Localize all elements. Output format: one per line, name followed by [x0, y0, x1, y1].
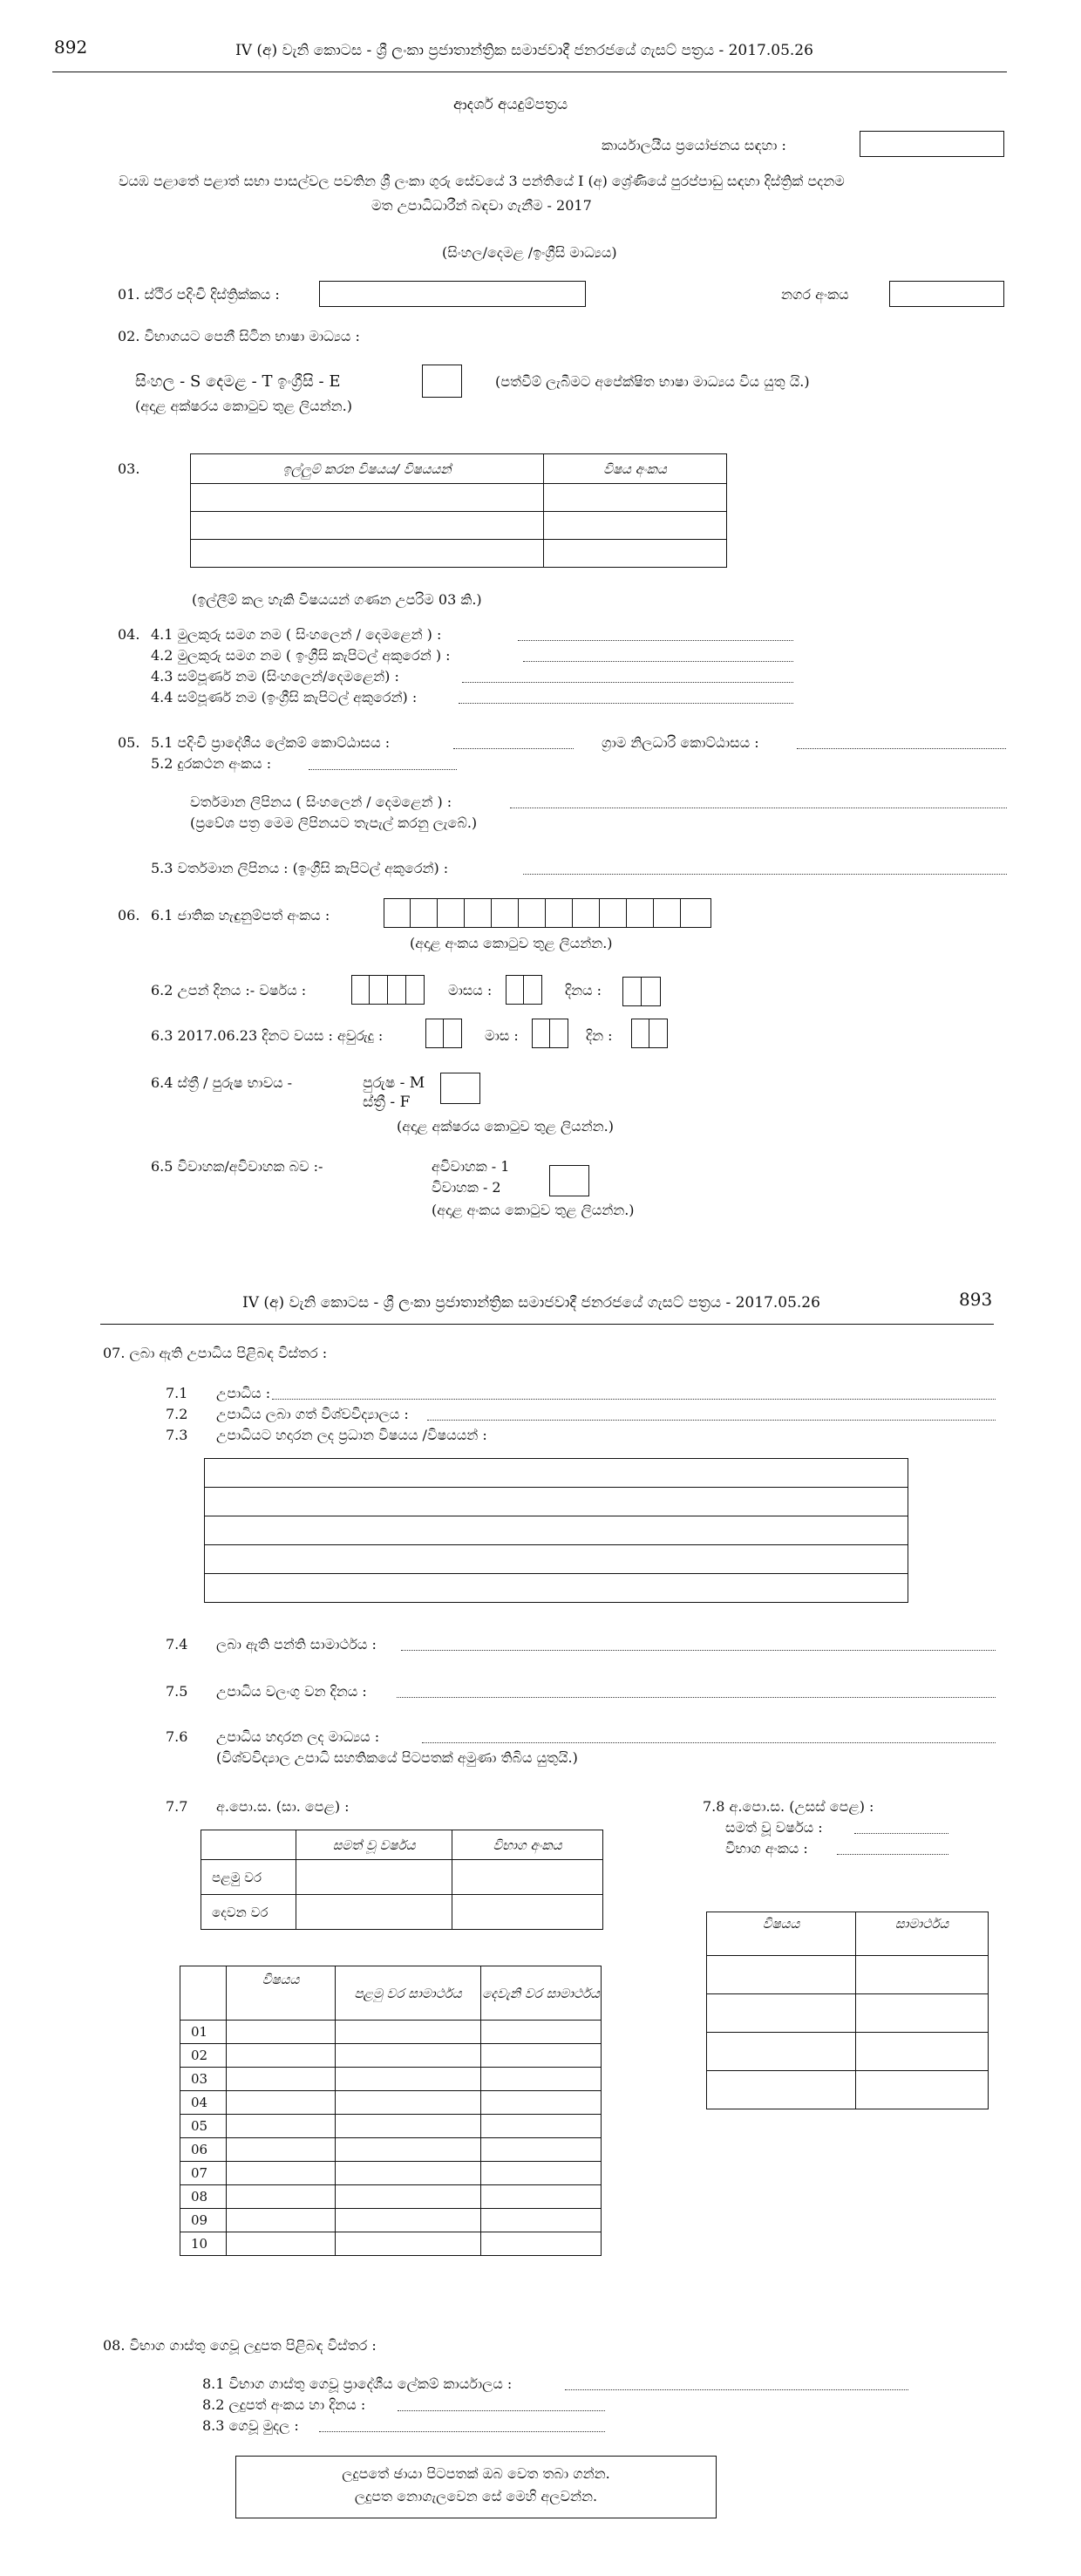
- q05-1-line[interactable]: [453, 748, 574, 749]
- q05-1b-line[interactable]: [797, 748, 1006, 749]
- q04-4-label: 4.4 සම්පූර්ණ නම (ඉංග්‍රීසි කැපිටල් අකුරෙන්) :: [151, 689, 418, 705]
- nic-number-boxes[interactable]: [384, 898, 711, 928]
- al-result-header: සාමාර්ථය: [856, 1912, 989, 1956]
- q04-1-label: 4.1 මුලකුරු සමග නම ( සිංහලෙන් / දෙමළෙන් ) :: [151, 626, 442, 643]
- page-893: [0, 1282, 1081, 2576]
- birth-day-boxes[interactable]: [622, 977, 661, 1006]
- q07-5-line[interactable]: [397, 1697, 996, 1698]
- ol-index-cell[interactable]: [452, 1895, 603, 1930]
- q04-3-line[interactable]: [462, 682, 793, 683]
- main-subject-row[interactable]: [205, 1516, 908, 1545]
- ol-second-result-cell[interactable]: [481, 2232, 602, 2256]
- main-subject-row[interactable]: [205, 1459, 908, 1488]
- q06-label: 06.: [118, 907, 140, 923]
- q04-2-line[interactable]: [523, 661, 793, 662]
- al-result-cell[interactable]: [856, 2071, 989, 2109]
- q05-1-label: 5.1 පදිංචි ප්‍රාදේශීය ලේකම් කොට්ඨාසය :: [151, 734, 391, 751]
- q06-3-month-label: මාස :: [485, 1027, 519, 1044]
- q03-note: (ඉල්ලීම් කල හැකි විෂයයන් ගණන උපරිම 03 කි.): [192, 591, 482, 608]
- q08-2-label: 8.2 ලදුපත් අංකය හා දිනය :: [202, 2396, 366, 2413]
- q07-8-index-label: විභාග අංකය :: [725, 1840, 808, 1857]
- q08-label: 08. විභාග ගාස්තු ගෙවූ ලදුපත පිළිබඳ විස්තර :: [103, 2337, 377, 2354]
- ol-second-result-cell[interactable]: [481, 2115, 602, 2138]
- row-number: 03: [180, 2068, 227, 2091]
- page-number: 892: [54, 37, 88, 58]
- ol-attempts-table: [201, 1830, 603, 1930]
- page-number: 893: [959, 1289, 993, 1310]
- q01-label: 01. ස්ථිර පදිංචි දිස්ත්‍රික්කය :: [118, 286, 280, 303]
- q06-2-day-label: දිනය :: [565, 982, 602, 998]
- language-medium-box[interactable]: [422, 365, 462, 398]
- q06-5-married: විවාහක - 2: [432, 1179, 501, 1196]
- medium-line: (සිංහල/දෙමළ /ඉංග්‍රීසි මාධ්‍යය): [442, 244, 617, 261]
- ol-second-result-cell[interactable]: [481, 2068, 602, 2091]
- q05-3-line[interactable]: [523, 874, 1007, 875]
- ol-subject-cell[interactable]: [227, 2138, 336, 2162]
- q02-label: 02. විභාගයට පෙනී සිටින භාෂා මාධ්‍යය :: [118, 328, 360, 344]
- q07-2-line[interactable]: [427, 1420, 996, 1421]
- q07-2-label: උපාධිය ලබා ගත් විශ්වවිද්‍යාලය :: [216, 1406, 409, 1422]
- age-months-boxes[interactable]: [532, 1019, 568, 1048]
- marital-status-box[interactable]: [549, 1165, 589, 1196]
- ol-first-result-cell[interactable]: [336, 2209, 481, 2232]
- q07-1-line[interactable]: [272, 1399, 996, 1400]
- subject-no-cell[interactable]: [544, 540, 727, 568]
- ol-first-result-cell[interactable]: [336, 2162, 481, 2185]
- al-result-cell[interactable]: [856, 2033, 989, 2071]
- q07-8-year-label: සමත් වූ වර්ෂය :: [725, 1819, 823, 1836]
- q02-note2: (අදාළ අක්ෂරය කොටුව තුළ ලියන්න.): [135, 398, 352, 414]
- q06-5-note: (අදාළ අංකය කොටුව තුළ ලියන්න.): [432, 1202, 635, 1218]
- ol-second-result-cell[interactable]: [481, 2162, 602, 2185]
- subtitle-line1: වයඹ පළාතේ පළාත් සභා පාසල්වල පවතින ශ්‍රී ලංකා ගුරු සේවයේ 3 පන්තියේ I (අ) ශ්‍රේණියේ පුරප්පාඩු සඳහා දිස්ත්‍රික් පදනම: [119, 173, 845, 189]
- subject-no-cell[interactable]: [544, 484, 727, 512]
- ol-subjects-table: [180, 1966, 602, 2256]
- q07-label: 07. ලබා ඇති උපාධිය පිළිබඳ විස්තර :: [103, 1345, 328, 1361]
- receipt-note-line1: ලදුපතේ ඡායා පිටපතක් ඔබ වෙත තබා ගන්න.: [342, 2465, 610, 2482]
- al-subject-cell[interactable]: [707, 1956, 856, 1994]
- q08-1-label: 8.1 විභාග ගාස්තු ගෙවූ ප්‍රාදේශීය ලේකම් කාර්යාලය :: [202, 2375, 513, 2392]
- q02-note: (පත්වීම් ලැබීමට අපේක්ෂිත භාෂා මාධ්‍යය විය යුතු යි.): [495, 373, 810, 390]
- q06-4-male: පුරුෂ - M: [363, 1074, 425, 1092]
- q06-1-note: (අදාළ අංකය කොටුව තුළ ලියන්න.): [410, 935, 613, 951]
- ol-first-result-header: පළමු වර සාමාර්ථය: [336, 1966, 481, 2021]
- q03-label: 03.: [118, 460, 140, 477]
- q08-3-line[interactable]: [319, 2431, 605, 2432]
- ol-second-result-cell[interactable]: [481, 2138, 602, 2162]
- row-number: 08: [180, 2185, 227, 2209]
- ol-first-result-cell[interactable]: [336, 2091, 481, 2115]
- q07-6-label: උපාධිය හදාරන ලද මාධ්‍යය :: [216, 1728, 380, 1745]
- al-subject-cell[interactable]: [707, 2033, 856, 2071]
- ol-subject-cell[interactable]: [227, 2185, 336, 2209]
- gazette-header: IV (අ) වැනි කොටස - ශ්‍රී ලංකා ප්‍රජාතාන්ත්‍රික සමාජවාදී ජනරජයේ ගැසට් පත්‍රය - 2017.05.26: [242, 1294, 820, 1312]
- q04-1-line[interactable]: [518, 640, 793, 641]
- subject-cell[interactable]: [191, 540, 544, 568]
- main-subjects-table: [204, 1458, 908, 1603]
- subject-no-cell[interactable]: [544, 512, 727, 540]
- q06-2-label: 6.2 උපන් දිනය :- වර්ෂය :: [151, 982, 307, 998]
- subject-no-col-header: විෂය අංකය: [544, 454, 727, 484]
- q06-1-label: 6.1 ජාතික හැඳුනුම්පත් අංකය :: [151, 907, 330, 923]
- ol-first-result-cell[interactable]: [336, 2044, 481, 2068]
- q07-1-label: උපාධිය :: [216, 1385, 271, 1401]
- main-subject-row[interactable]: [205, 1488, 908, 1516]
- q05-addr-note: (ප්‍රවේශ පත්‍ර මෙම ලිපිනයට තැපැල් කරනු ලැබේ.): [190, 814, 478, 831]
- q07-8-label: 7.8 අ.පො.ස. (උසස් පෙළ) :: [703, 1798, 874, 1815]
- ol-year-cell[interactable]: [296, 1860, 452, 1895]
- q05-label: 05.: [118, 734, 140, 751]
- al-result-cell[interactable]: [856, 1956, 989, 1994]
- ol-subject-cell[interactable]: [227, 2162, 336, 2185]
- ol-year-header: සමත් වූ වර්ෂය: [296, 1830, 452, 1860]
- office-use-label: කාර්යාලයීය ප්‍රයෝජනය සඳහා :: [602, 137, 786, 153]
- q06-2-month-label: මාසය :: [448, 982, 493, 998]
- al-subject-cell[interactable]: [707, 2071, 856, 2109]
- district-box[interactable]: [319, 281, 586, 307]
- q06-5-label: 6.5 විවාහක/අවිවාහක බව :-: [151, 1158, 323, 1175]
- q02-options: සිංහල - S දෙමළ - T ඉංග්‍රීසි - E: [135, 372, 341, 391]
- q07-8-index-line[interactable]: [837, 1854, 948, 1855]
- ol-second-result-cell[interactable]: [481, 2091, 602, 2115]
- ol-second-result-cell[interactable]: [481, 2021, 602, 2044]
- q05-3-label: 5.3 වර්තමාන ලිපිනය : (ඉංග්‍රීසි කැපිටල් අකුරෙන්) :: [151, 860, 449, 876]
- ol-first-result-cell[interactable]: [336, 2068, 481, 2091]
- row-number: 05: [180, 2115, 227, 2138]
- q07-2-num: 7.2: [166, 1406, 188, 1422]
- ol-second-result-cell[interactable]: [481, 2209, 602, 2232]
- ol-first-result-cell[interactable]: [336, 2021, 481, 2044]
- q06-5-unmarried: අවිවාහක - 1: [432, 1158, 510, 1175]
- q05-2-line[interactable]: [309, 769, 457, 770]
- q07-3-num: 7.3: [166, 1427, 188, 1443]
- q07-7-label: අ.පො.ස. (සා. පෙළ) :: [216, 1798, 350, 1815]
- city-number-label: නගර අංකය: [781, 286, 849, 303]
- ol-second-result-cell[interactable]: [481, 2185, 602, 2209]
- age-years-boxes[interactable]: [425, 1019, 462, 1048]
- al-subject-cell[interactable]: [707, 1994, 856, 2033]
- ol-first-result-cell[interactable]: [336, 2138, 481, 2162]
- ol-subject-cell[interactable]: [227, 2068, 336, 2091]
- ol-subject-cell[interactable]: [227, 2115, 336, 2138]
- q04-4-line[interactable]: [459, 703, 793, 704]
- ol-subject-cell[interactable]: [227, 2091, 336, 2115]
- q04-2-label: 4.2 මුලකුරු සමග නම ( ඉංග්‍රීසි කැපිටල් අකුරෙන් ) :: [151, 647, 451, 664]
- form-title: ආදර්ශ අයදුම්පත්‍රය: [453, 96, 568, 113]
- q07-5-label: උපාධිය වලංගු වන දිනය :: [216, 1683, 367, 1700]
- subtitle-line2: මත උපාධිධාරීන් බඳවා ගැනීම - 2017: [371, 197, 592, 214]
- main-subject-row[interactable]: [205, 1574, 908, 1603]
- row-number: 01: [180, 2021, 227, 2044]
- city-number-box[interactable]: [889, 281, 1004, 307]
- ol-year-cell[interactable]: [296, 1895, 452, 1930]
- age-days-boxes[interactable]: [631, 1019, 668, 1048]
- gazette-header: IV (අ) වැනි කොටස - ශ්‍රී ලංකා ප්‍රජාතාන්ත්‍රික සමාජවාදී ජනරජයේ ගැසට් පත්‍රය - 2017.05.26: [235, 42, 813, 59]
- ol-subject-cell[interactable]: [227, 2044, 336, 2068]
- receipt-note-line2: ලදුපත නොගැලවෙන සේ මෙහි අලවන්න.: [354, 2488, 598, 2504]
- ol-subject-cell[interactable]: [227, 2021, 336, 2044]
- q08-1-line[interactable]: [565, 2389, 908, 2390]
- row-number: 07: [180, 2162, 227, 2185]
- al-subject-header: විෂයය: [707, 1912, 856, 1956]
- q05-1b-label: ග්‍රාම නිලධාරි කොට්ඨාසය :: [602, 734, 759, 751]
- q06-4-label: 6.4 ස්ත්‍රී / පුරුෂ භාවය -: [151, 1074, 293, 1091]
- q07-4-label: ලබා ඇති පන්ති සාමාර්ථය :: [216, 1636, 377, 1653]
- q07-7-num: 7.7: [166, 1798, 188, 1815]
- al-result-cell[interactable]: [856, 1994, 989, 2033]
- q07-3-label: උපාධියට හදාරන ලද ප්‍රධාන විෂයය /විෂයයන් :: [216, 1427, 487, 1443]
- header-rule: [100, 1324, 994, 1325]
- ol-second-result-header: දෙවැනි වර සාමාර්ථය: [481, 1966, 602, 2021]
- q08-3-label: 8.3 ගෙවූ මුදල :: [202, 2417, 299, 2434]
- ol-index-header: විභාග අංකය: [452, 1830, 603, 1860]
- ol-second-result-cell[interactable]: [481, 2044, 602, 2068]
- subjects-col-header: ඉල්ලුම් කරන විෂයය/ විෂයයන්: [191, 454, 544, 484]
- q06-4-female: ස්ත්‍රී - F: [363, 1094, 411, 1111]
- row-number: 04: [180, 2091, 227, 2115]
- birth-month-boxes[interactable]: [506, 975, 542, 1005]
- q07-8-year-line[interactable]: [854, 1833, 948, 1834]
- q05-2-label: 5.2 දුරකථන අංකය :: [151, 755, 272, 772]
- ol-first-result-cell[interactable]: [336, 2185, 481, 2209]
- ol-subject-cell[interactable]: [227, 2232, 336, 2256]
- q06-4-note: (අදාළ අක්ෂරය කොටුව තුළ ලියන්න.): [397, 1118, 614, 1135]
- q07-6-num: 7.6: [166, 1728, 188, 1745]
- q07-4-line[interactable]: [401, 1650, 996, 1651]
- row-number: 10: [180, 2232, 227, 2256]
- q06-3-label: 6.3 2017.06.23 දිනට වයස : අවුරුදු :: [151, 1027, 384, 1044]
- q07-1-num: 7.1: [166, 1385, 188, 1401]
- q07-5-num: 7.5: [166, 1683, 188, 1700]
- q07-6-note: (විශ්වවිද්‍යාල උපාධි සහතිකයේ පිටපතක් අමුණා තිබිය යුතුයි.): [216, 1749, 578, 1766]
- q04-label: 04.: [118, 626, 140, 643]
- ol-first-result-cell[interactable]: [336, 2232, 481, 2256]
- ol-subject-header: විෂයය: [227, 1966, 336, 2021]
- receipt-note-box: [235, 2456, 717, 2518]
- ol-first-result-cell[interactable]: [336, 2115, 481, 2138]
- ol-index-cell[interactable]: [452, 1860, 603, 1895]
- q04-3-label: 4.3 සම්පූර්ණ නම (සිංහලෙන්/දෙමළෙන්) :: [151, 668, 399, 685]
- subjects-applied-table: [190, 453, 727, 568]
- ol-attempt-label: පළමු වර: [201, 1860, 296, 1895]
- q07-4-num: 7.4: [166, 1636, 188, 1653]
- office-use-box[interactable]: [860, 131, 1004, 157]
- birth-year-boxes[interactable]: [351, 975, 425, 1005]
- main-subject-row[interactable]: [205, 1545, 908, 1574]
- ol-attempt-label: දෙවන වර: [201, 1895, 296, 1930]
- q08-2-line[interactable]: [398, 2410, 605, 2411]
- page-892: [0, 0, 1081, 1282]
- row-number: 02: [180, 2044, 227, 2068]
- q06-3-day-label: දින :: [586, 1027, 613, 1044]
- ol-subject-cell[interactable]: [227, 2209, 336, 2232]
- subject-cell[interactable]: [191, 512, 544, 540]
- q05-addr-label: වර්තමාන ලිපිනය ( සිංහලෙන් / දෙමළෙන් ) :: [190, 794, 452, 810]
- al-results-table: [706, 1912, 989, 2109]
- subject-cell[interactable]: [191, 484, 544, 512]
- row-number: 06: [180, 2138, 227, 2162]
- row-number: 09: [180, 2209, 227, 2232]
- gender-box[interactable]: [440, 1073, 480, 1104]
- q07-6-line[interactable]: [422, 1742, 996, 1743]
